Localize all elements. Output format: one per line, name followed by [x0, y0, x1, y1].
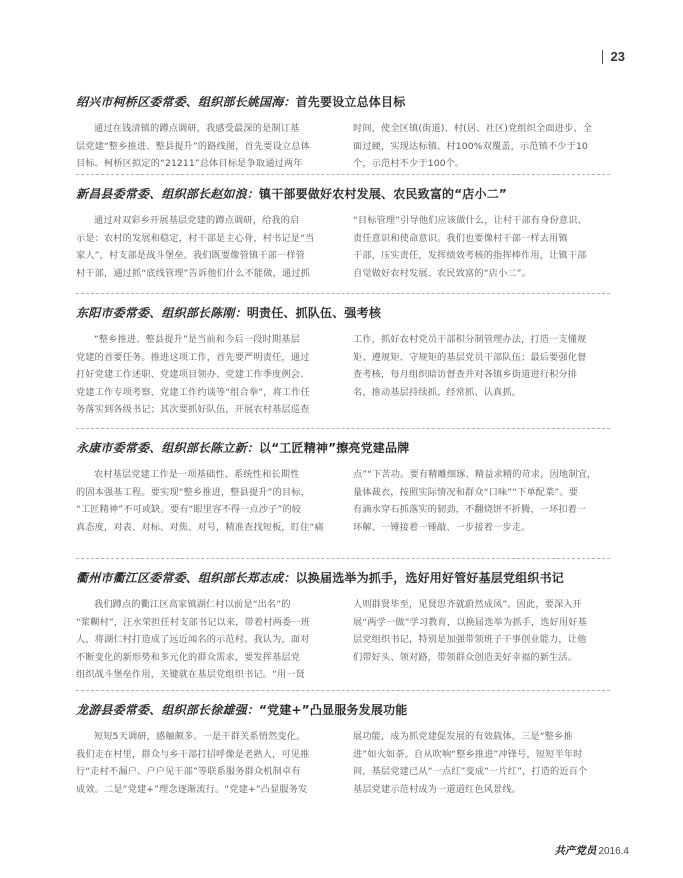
section-speaker: 衢州市衢江区委常委、组织部长郑志成：	[76, 571, 296, 585]
section-heading	[76, 439, 610, 456]
article-section-3	[76, 304, 610, 419]
magazine-logo: 共产党员	[554, 845, 597, 857]
section-divider	[76, 293, 610, 294]
column-left: 我们蹲点的衢江区高家镇湖仁村以前是“出名”的 “浆糊村”，汪水荣担任村支部书记以来，带着村两委一班 人，将湖仁村打造成了远近闻名的示范村。我认为，面对 不断变化的新形势和多元化的群众需求，要发挥基层党 组织战斗堡垒作用，关键就在基层党组织书记。“用一贤	[76, 599, 310, 681]
column-right: 展功能，成为抓党建促发展的有效载体。三是“整乡推 进”如火如荼。自从吹响“整乡推进”冲锋号，短短半年时 间，基层党建已从“一点红”变成“一片红”，打造的近百个 基层党建示范村成为一道道红色风景线。	[353, 731, 588, 795]
section-heading	[76, 569, 610, 586]
article-section-5	[76, 569, 610, 684]
section-title: 以“工匠精神”擦亮党建品牌	[259, 441, 410, 455]
section-divider	[76, 174, 610, 175]
section-title: 明责任、抓队伍、强考核	[246, 306, 382, 320]
column-left: “整乡推进、整县提升”是当前和今后一段时期基层 党建的首要任务。推进这项工作，首先要严明责任，通过 打好党建工作述职、党建项目领办、党建工作季度例会、 党建工作专项考察、党建工作约谈等“组合拳”，将工作任 务落实到各级书记；其次要抓好队伍，开展农村基层巡查	[76, 334, 310, 416]
section-divider	[76, 428, 610, 429]
section-divider	[76, 690, 610, 691]
column-right: “目标管理”引导他们应该做什么，让村干部有身份意识、 责任意识和使命意识。我们也要像村干部一样去用镇 干部，压实责任，发挥绩效考核的指挥棒作用，让镇干部 自觉做好农村发展、农民致富的“店小二”。	[353, 215, 587, 279]
section-speaker: 绍兴市柯桥区委常委、组织部长姚国海：	[76, 95, 296, 109]
column-right: 工作，抓好农村党员干部积分制管理办法，打造一支懂规 矩、遵规矩、守规矩的基层党员干部队伍；最后要强化督 查考核，每月组织暗访督查并对各镇乡街道进行积分排 名，推动基层持续抓、经常抓、认真抓。	[353, 334, 587, 398]
article-section-2	[76, 185, 610, 282]
section-heading	[76, 93, 610, 110]
column-right: 时间，使全区镇(街道)、村(居、社区)党组织全面进步、全 面过硬，实现达标镇、村100%双覆盖，示范镇不少于10 个，示范村不少于100个。	[353, 123, 593, 170]
section-title: 镇干部要做好农村发展、农民致富的“店小二”	[259, 187, 507, 201]
section-title: 首先要设立总体目标	[295, 95, 406, 109]
column-right: 点”“下苦功。要有精雕细琢、精益求精的苛求，因地制宜， 量体裁衣，按照实际情况和群众“口味”“下单配菜”。要 有滴水穿石抓落实的韧劲，不翻烧饼不折腾，一环扣着一 环解、一锤接着一锤敲、一步接着一步走。	[353, 469, 597, 533]
section-speaker: 龙游县委常委、组织部长徐雄强：	[76, 703, 260, 717]
section-speaker: 新昌县委常委、组织部长赵如浪：	[76, 187, 260, 201]
section-heading	[76, 304, 610, 321]
section-speaker: 东阳市委常委、组织部长陈刚：	[76, 306, 247, 320]
column-left: 短短5天调研，感触颇多。一是干群关系悄然变化。 我们走在村里，群众与乡干部打招呼像是老熟人，可见推 行“走村不漏户、户户见干部”等联系服务群众机制卓有 成效。二是“党建+”理念逐渐流行。“党建+”凸显服务发	[76, 731, 310, 795]
section-divider	[76, 558, 610, 559]
section-title: 以换届选举为抓手，选好用好管好基层党组织书记	[295, 571, 565, 585]
article-section-6	[76, 701, 610, 798]
section-heading	[76, 701, 610, 718]
column-left: 农村基层党建工作是一项基础性、系统性和长期性 的固本强基工程。要实现“整乡推进，整县提升”的目标， “工匠精神”不可或缺。要有“眼里容不得一点沙子”的较 真态度，对表、对标、对焦、对号，精准查找短板，盯住“痛	[76, 469, 324, 533]
article-section-4	[76, 439, 610, 536]
section-heading	[76, 185, 610, 202]
column-right: 人则群贤毕至，见贤思齐就蔚然成风”。因此，要深入开 展“两学一做”学习教育，以换届选举为抓手，选好用好基 层党组织书记，特别是加强带领班子干事创业能力，让他 们带好头、领对路，带领群众创造美好幸福的新生活。	[353, 599, 587, 663]
article-section-1	[76, 93, 610, 173]
issue-number: 2016.4	[598, 846, 629, 857]
column-left: 通过在钱清镇的蹲点调研，我感受最深的是制订基 层党建“整乡推进、整县提升”的路线图，首先要设立总体 目标。柯桥区拟定的“21211”总体目标是争取通过两年	[76, 123, 310, 170]
page-number: 23	[602, 50, 625, 64]
section-speaker: 永康市委常委、组织部长陈立新：	[76, 441, 260, 455]
page-footer	[554, 843, 629, 858]
section-title: “党建+”凸显服务发展功能	[259, 703, 408, 717]
column-left: 通过对双彩乡开展基层党建的蹲点调研，给我的启 示是：农村的发展和稳定，村干部是主心骨，村书记是“当 家人”，村支部是战斗堡垒。我们既要像管镇干部一样管 村干部，通过抓“底线管理”告诉他们什么不能做，通过抓	[76, 215, 315, 279]
